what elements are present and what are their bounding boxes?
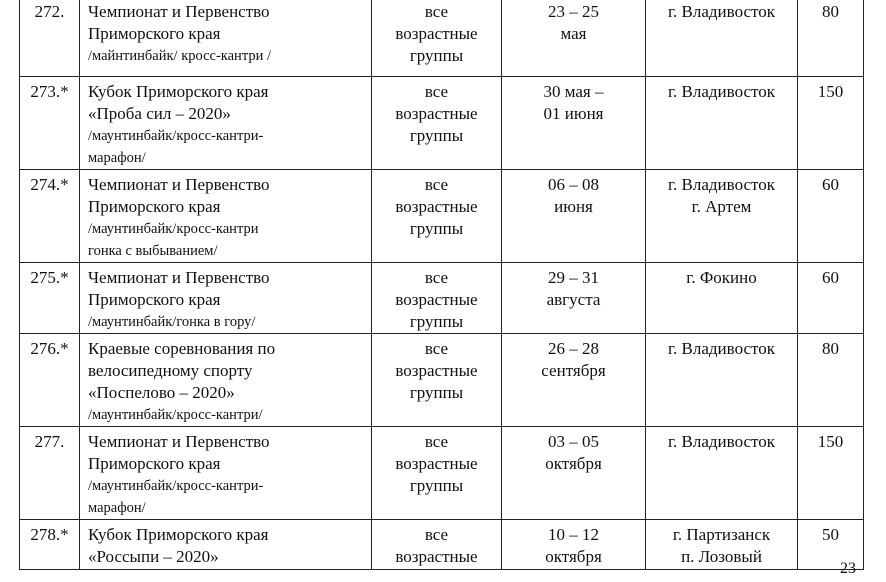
event-location [646,0,798,77]
age-groups-line: группы [409,476,464,495]
participant-count: 80 [798,0,864,77]
event-number: 272. [20,0,80,77]
event-location-line: г. Владивосток [667,2,775,21]
event-name-line: «Проба сил – 2020» [88,104,231,123]
participant-count: 60 [798,263,864,334]
age-groups-line: все [424,339,449,358]
event-dates-line: 29 – 31 [548,268,599,287]
age-groups [372,427,502,520]
age-groups-line: все [424,268,449,287]
age-groups-line: все [424,2,449,21]
age-groups-line: группы [409,46,464,65]
participant-count: 80 [798,334,864,427]
event-dates-line: 03 – 05 [548,432,599,451]
event-name-line: марафон/ [88,500,146,516]
event-name-line: гонка с выбыванием/ [88,243,218,259]
event-dates-line: 10 – 12 [548,525,599,544]
event-name-line: Приморского края [88,197,221,216]
age-groups [372,520,502,570]
event-dates-line: сентября [541,361,606,380]
event-number: 278.* [20,520,80,570]
age-groups-line: возрастные [395,454,478,473]
age-groups-line: возрастные [395,197,478,216]
event-name-line: Кубок Приморского края [88,525,269,544]
age-groups-line: группы [409,219,464,238]
event-name-line: Чемпионат и Первенство [88,175,270,194]
event-name [80,427,372,520]
table-row [20,520,864,570]
event-name-line: Приморского края [88,290,221,309]
table-row [20,334,864,427]
event-dates-line: 23 – 25 [548,2,599,21]
event-location-line: г. Партизанск [672,525,771,544]
event-name [80,0,372,77]
event-location [646,170,798,263]
age-groups-line: все [424,525,449,544]
age-groups-line: возрастные [395,361,478,380]
event-dates [502,77,646,170]
event-number: 273.* [20,77,80,170]
event-location [646,427,798,520]
age-groups-line: возрастные [395,104,478,123]
participant-count: 60 [798,170,864,263]
event-name-line: /маунтинбайк/кросс-кантри/ [88,407,263,423]
event-name [80,170,372,263]
event-dates-line: октября [545,454,602,473]
page-number: 23 [840,560,856,577]
event-name-line: Кубок Приморского края [88,82,269,101]
event-dates [502,263,646,334]
event-number: 277. [20,427,80,520]
age-groups-line: все [424,432,449,451]
age-groups [372,0,502,77]
event-name-line: Приморского края [88,24,221,43]
event-dates-line: 26 – 28 [548,339,599,358]
event-name [80,263,372,334]
events-table-wrapper [19,0,864,570]
event-name-line: /маунтинбайк/кросс-кантри- [88,478,264,494]
event-name-line: Приморского края [88,454,221,473]
age-groups [372,263,502,334]
event-name-line: «Поспелово – 2020» [88,383,235,402]
event-number: 276.* [20,334,80,427]
event-name-line: марафон/ [88,150,146,166]
age-groups-line: группы [409,312,464,331]
event-dates [502,170,646,263]
event-dates-line: июня [554,197,593,216]
event-location-line: п. Лозовый [681,547,762,566]
age-groups-line: группы [409,383,464,402]
age-groups-line: возрастные [395,547,478,566]
event-name-line: Чемпионат и Первенство [88,432,270,451]
age-groups [372,334,502,427]
event-dates-line: октября [545,547,602,566]
table-row [20,77,864,170]
age-groups [372,170,502,263]
event-name-line: «Россыпи – 2020» [88,547,219,566]
age-groups-line: все [424,175,449,194]
event-location-line: г. Владивосток [667,432,775,451]
event-dates [502,0,646,77]
table-row [20,427,864,520]
age-groups-line: возрастные [395,290,478,309]
event-name-line: Чемпионат и Первенство [88,2,270,21]
events-table [19,0,864,570]
table-row [20,263,864,334]
participant-count: 150 [798,77,864,170]
event-name-line: велосипедному спорту [88,361,253,380]
event-location [646,77,798,170]
event-name-line: Краевые соревнования по [88,339,276,358]
event-name-line: Чемпионат и Первенство [88,268,270,287]
event-dates-line: августа [546,290,601,309]
event-dates-line: 30 мая – [543,82,604,101]
event-name-line: /майнтинбайк/ кросс-кантри / [88,48,271,64]
event-location [646,334,798,427]
event-name-line: /маунтинбайк/кросс-кантри [88,221,259,237]
event-name [80,334,372,427]
event-location [646,263,798,334]
event-dates-line: 01 июня [543,104,604,123]
event-location-line: г. Владивосток [667,82,775,101]
age-groups-line: все [424,82,449,101]
event-name-line: /маунтинбайк/гонка в гору/ [88,314,256,330]
event-dates [502,427,646,520]
event-name-line: /маунтинбайк/кросс-кантри- [88,128,264,144]
participant-count: 50 [798,520,864,570]
age-groups-line: группы [409,126,464,145]
event-location-line: г. Владивосток [667,175,775,194]
event-location-line: г. Владивосток [667,339,775,358]
event-dates-line: мая [560,24,587,43]
age-groups-line: возрастные [395,24,478,43]
event-location [646,520,798,570]
event-location-line: г. Артем [691,197,752,216]
table-row [20,170,864,263]
event-location-line: г. Фокино [686,268,757,287]
event-dates [502,334,646,427]
event-number: 274.* [20,170,80,263]
event-name [80,520,372,570]
event-number: 275.* [20,263,80,334]
event-name [80,77,372,170]
age-groups [372,77,502,170]
table-row [20,0,864,77]
event-dates-line: 06 – 08 [548,175,599,194]
event-dates [502,520,646,570]
participant-count: 150 [798,427,864,520]
